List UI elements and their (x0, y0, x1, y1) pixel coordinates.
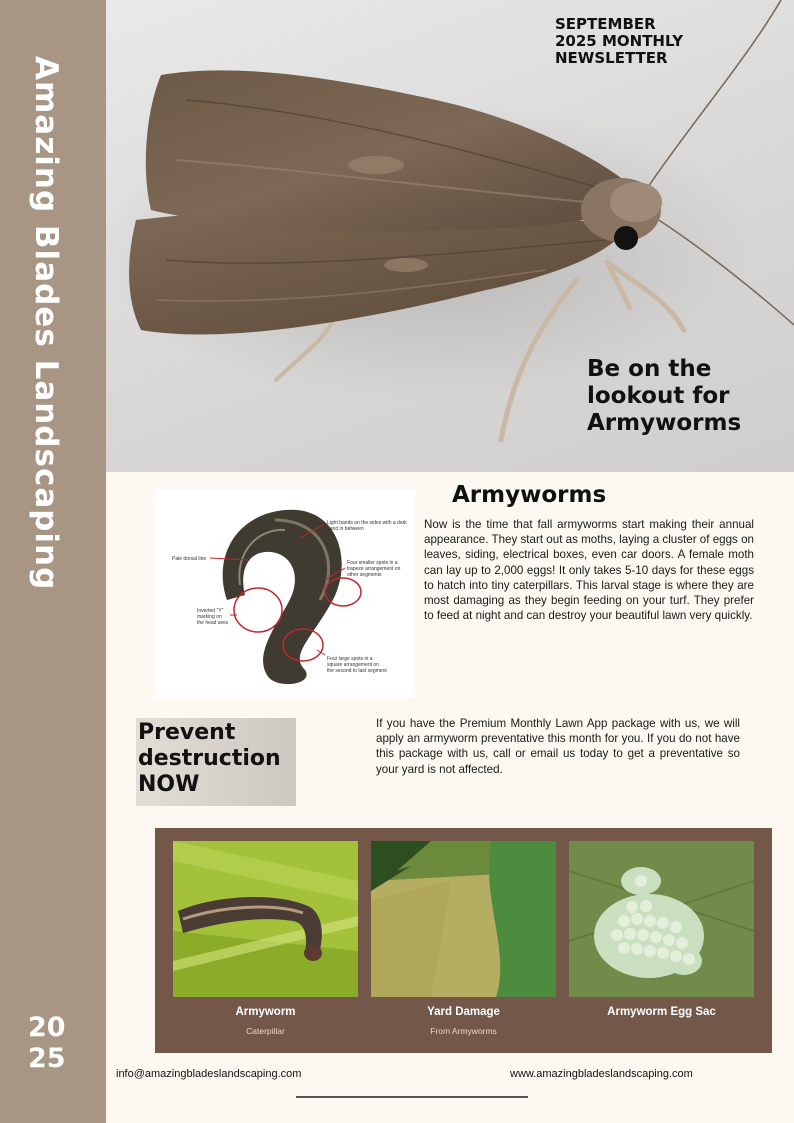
caption-yard-damage-sub: From Armyworms (430, 1026, 497, 1036)
yard-damage-illustration (371, 841, 556, 997)
headline-line-3: Armyworms (587, 410, 742, 436)
newsletter-kicker (555, 16, 755, 67)
article-body: Now is the time that fall armyworms start making their annual appearance. They start out as moths, laying a cluster of eggs on leaves, siding, electrical boxes, even car doors. A female moth can lay up to 2,000 eggs! It only takes 5-10 days for these eggs to hatch into tiny caterpillars. This larval stage is where they are most damaging as they begin feeding on your turf. They prefer to feed at night and can destroy your beautiful lawn very quickly. (424, 518, 754, 623)
caterpillar-illustration (173, 841, 358, 997)
photo-armyworm-egg-sac (569, 841, 754, 997)
caption-egg-sac: Armyworm Egg Sac (607, 1006, 716, 1018)
prevent-line-3: NOW (138, 772, 200, 797)
article-title: Armyworms (452, 482, 607, 508)
brand-title: Amazing Blades Landscaping (28, 56, 64, 591)
kicker-line-1: SEPTEMBER (555, 15, 656, 33)
egg-sac-illustration (569, 841, 754, 997)
kicker-line-3: NEWSLETTER (555, 49, 668, 67)
headline-line-2: lookout for (587, 383, 730, 409)
headline-line-1: Be on the (587, 356, 712, 382)
photo-yard-damage (371, 841, 556, 997)
caption-yard-damage: Yard Damage (427, 1006, 500, 1018)
sidebar (0, 0, 106, 1123)
year-line-2: 25 (28, 1043, 66, 1074)
prevent-body: If you have the Premium Monthly Lawn App package with us, we will apply an armyworm preventative this month for you. If you do not have this package with us, call or email us today to get a preventative so your yard is not affected. (376, 717, 740, 776)
label-four-smaller-spots: Four smaller spots in a trapeze arrangement on other segments (347, 560, 401, 578)
prevent-callout (136, 718, 296, 806)
prevent-line-2: destruction (138, 746, 281, 771)
label-light-bands: Light bands on the sides with a dark band in between (327, 520, 407, 532)
year-line-1: 20 (28, 1012, 66, 1043)
label-four-large-spots: Four large spots in a square arrangement on the second to last segment (327, 656, 387, 674)
photo-armyworm-caterpillar (173, 841, 358, 997)
prevent-line-1: Prevent (138, 720, 236, 745)
year-label (28, 1012, 88, 1074)
caption-armyworm: Armyworm (235, 1006, 296, 1018)
label-inverted-y: Inverted "Y" marking on the head area (197, 608, 228, 626)
hero-moth-photo (106, 0, 794, 472)
photo-gallery (155, 828, 772, 1053)
hero-headline (587, 356, 787, 437)
label-pale-dorsal: Pale dorsal line (172, 556, 207, 562)
prevent-heading (138, 720, 281, 798)
caption-armyworm-sub: Caterpillar (246, 1026, 285, 1036)
footer-divider (296, 1096, 528, 1098)
armyworm-diagram (155, 490, 415, 698)
kicker-line-2: 2025 MONTHLY (555, 32, 684, 50)
footer-website-link[interactable]: www.amazingbladeslandscaping.com (510, 1068, 693, 1080)
footer-email-link[interactable]: info@amazingbladeslandscaping.com (116, 1068, 302, 1080)
